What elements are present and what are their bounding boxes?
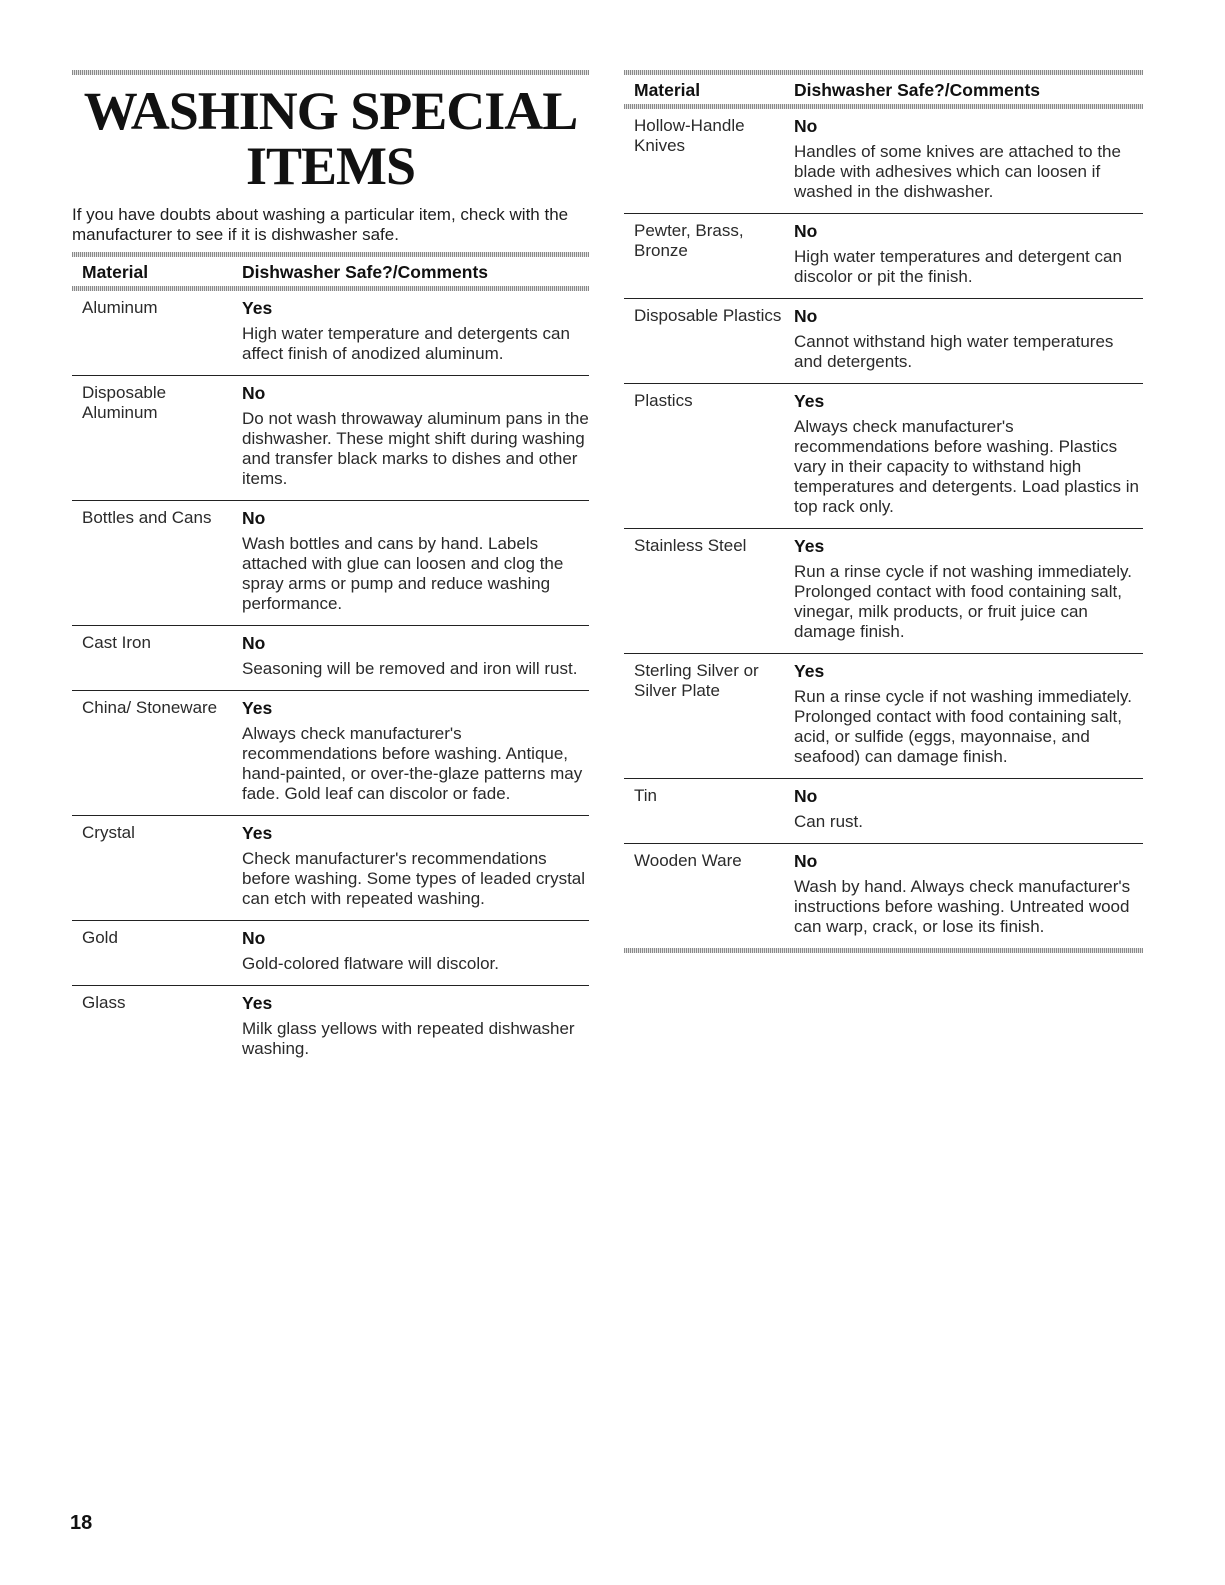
row-comment: Cannot withstand high water temperatures and detergents. [794,332,1114,371]
row-answer: Yes [794,391,825,411]
row-comment: High water temperatures and detergent can discolor or pit the finish. [794,247,1122,286]
table-row [72,500,589,625]
row-answer: No [242,633,266,653]
row-material: Gold [82,928,118,947]
row-material: Pewter, Brass, Bronze [634,221,744,260]
table-header [72,257,589,286]
intro-paragraph: If you have doubts about washing a particular item, check with the manufacturer to see if it is dishwasher safe. [72,205,569,244]
row-answer: Yes [242,823,273,843]
table-row [624,298,1143,383]
row-answer: Yes [794,661,825,681]
row-material: Disposable Plastics [634,306,782,325]
row-answer: No [794,116,818,136]
title-rule [72,70,589,75]
table-row [624,843,1143,948]
table-row [72,985,589,1070]
row-material: Glass [82,993,126,1012]
row-comment: Gold-colored flatware will discolor. [242,954,499,973]
row-material: China/ Stoneware [82,698,218,717]
page-number: 18 [70,1512,93,1534]
row-answer: No [242,508,266,528]
table-row [624,109,1143,213]
row-material: Stainless Steel [634,536,747,555]
table-header [624,75,1143,104]
row-material: Sterling Silver or Silver Plate [634,661,759,700]
table-end-rule [624,948,1143,953]
row-comment: Handles of some knives are attached to the blade with adhesives which can loosen if washed in the dishwasher. [794,142,1121,201]
row-material: Crystal [82,823,135,842]
table-row [72,815,589,920]
row-answer: No [794,851,818,871]
row-answer: Yes [242,993,273,1013]
row-answer: Yes [242,698,273,718]
row-answer: No [794,786,818,806]
row-material: Disposable Aluminum [82,383,167,422]
row-comment: High water temperature and detergents can affect finish of anodized aluminum. [242,324,570,363]
table-row [72,625,589,690]
header-material: Material [634,80,701,100]
row-material: Tin [634,786,657,805]
row-material: Aluminum [82,298,158,317]
row-comment: Run a rinse cycle if not washing immediately. Prolonged contact with food containing salt, vinegar, milk products, or fruit juice can damage finish. [794,562,1132,641]
row-answer: Yes [794,536,825,556]
row-answer: No [794,306,818,326]
materials-table-left [72,252,589,1070]
row-comment: Run a rinse cycle if not washing immediately. Prolonged contact with food containing salt, acid, or sulfide (eggs, mayonnaise, and seafood) can damage finish. [794,687,1132,766]
row-comment: Wash bottles and cans by hand. Labels attached with glue can loosen and clog the spray arms or pump and reduce washing performance. [242,534,564,613]
row-material: Plastics [634,391,693,410]
table-row [624,778,1143,843]
table-row [72,920,589,985]
row-material: Wooden Ware [634,851,742,870]
table-row [624,528,1143,653]
table-row [624,383,1143,528]
materials-table-right [624,70,1143,953]
row-comment: Do not wash throwaway aluminum pans in the dishwasher. These might shift during washing and transfer black marks to dishes and other items. [242,409,589,488]
row-comment: Check manufacturer's recommendations before washing. Some types of leaded crystal can etch with repeated washing. [242,849,586,908]
row-comment: Can rust. [794,812,863,831]
row-comment: Milk glass yellows with repeated dishwasher washing. [242,1019,575,1058]
row-material: Hollow-Handle Knives [634,116,745,155]
row-material: Bottles and Cans [82,508,212,527]
row-answer: No [242,383,266,403]
table-row [72,375,589,500]
table-row [624,213,1143,298]
table-row [72,690,589,815]
row-answer: No [242,928,266,948]
row-answer: No [794,221,818,241]
header-comments: Dishwasher Safe?/Comments [242,262,489,282]
row-comment: Wash by hand. Always check manufacturer's instructions before washing. Untreated wood can warp, crack, or lose its finish. [794,877,1131,936]
page-title: WASHING SPECIAL ITEMS [83,81,578,196]
table-row [72,291,589,375]
header-material: Material [82,262,149,282]
row-comment: Always check manufacturer's recommendations before washing. Antique, hand-painted, or over-the-glaze patterns may fade. Gold leaf can discolor or fade. [242,724,583,803]
table-row [624,653,1143,778]
row-comment: Always check manufacturer's recommendations before washing. Plastics vary in their capacity to withstand high temperatures and detergents. Load plastics in top rack only. [794,417,1139,516]
row-answer: Yes [242,298,273,318]
row-comment: Seasoning will be removed and iron will rust. [242,659,578,678]
row-material: Cast Iron [82,633,151,652]
header-comments: Dishwasher Safe?/Comments [794,80,1041,100]
